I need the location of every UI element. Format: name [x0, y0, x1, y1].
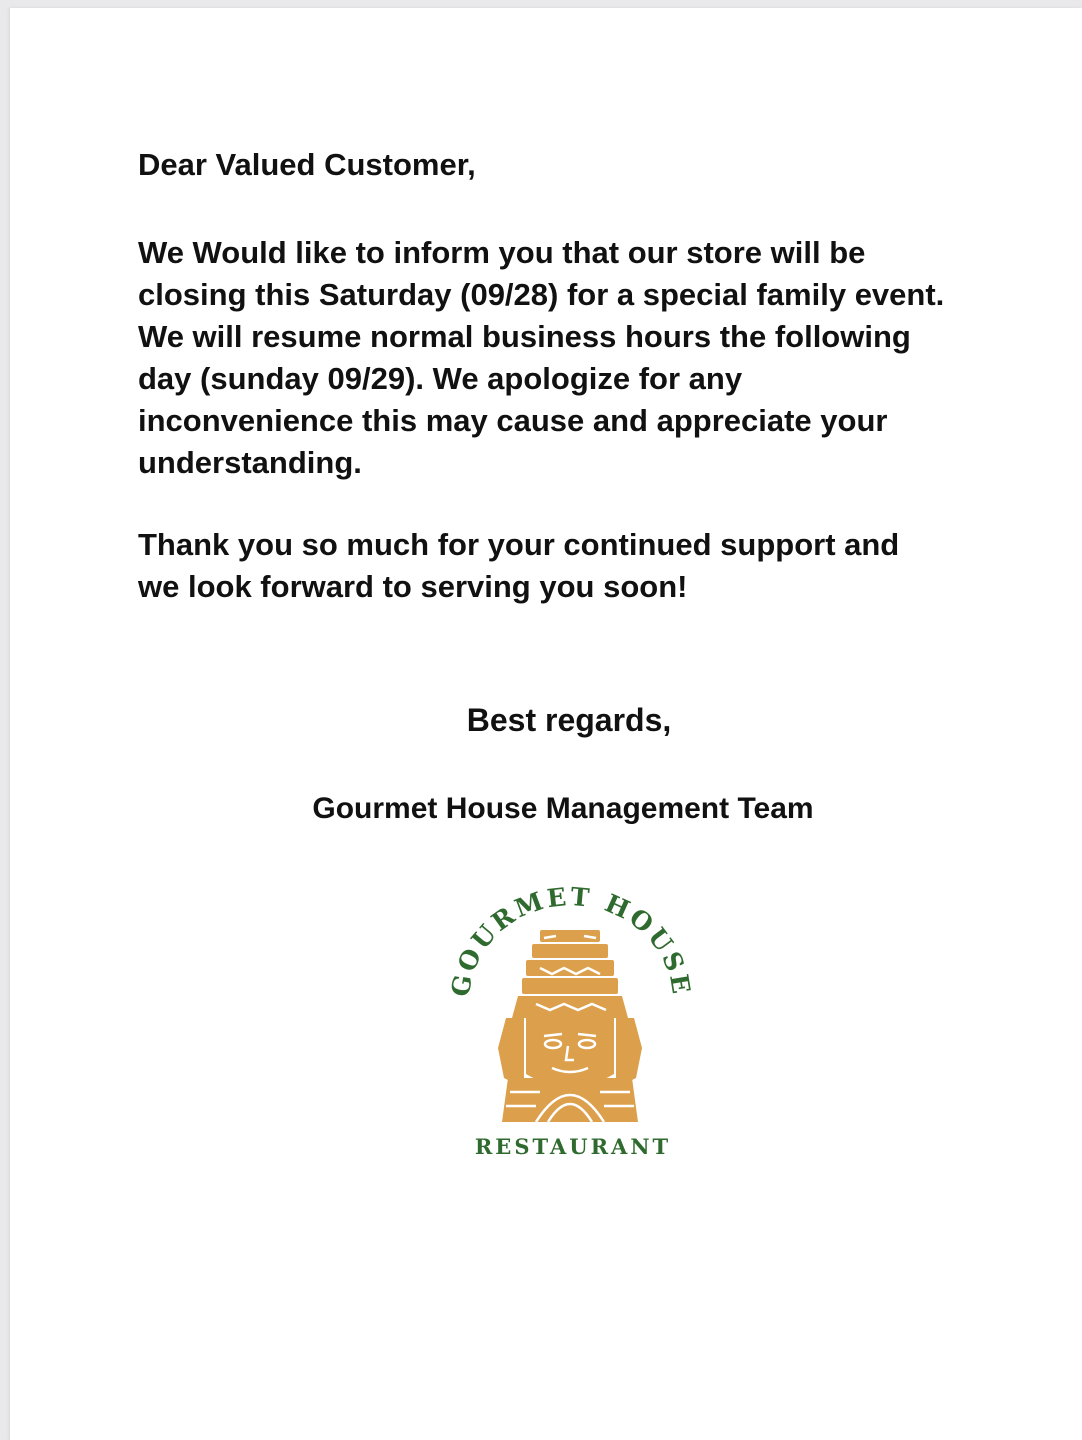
- signature-team: Gourmet House Management Team: [312, 792, 814, 825]
- paragraph-line: day (sunday 09/29). We apologize for any: [138, 361, 743, 396]
- paragraph-line: closing this Saturday (09/28) for a special family event.: [138, 277, 945, 312]
- thanks-paragraph: [138, 524, 1018, 608]
- paragraph-line: Thank you so much for your continued support and: [138, 527, 900, 562]
- logo-arc-text: GOURMET HOUSE: [445, 881, 697, 999]
- closing-regards: Best regards,: [466, 702, 672, 738]
- paragraph-line: We will resume normal business hours the following: [138, 319, 911, 354]
- paragraph-line: We Would like to inform you that our store will be: [138, 235, 866, 270]
- restaurant-logo: [440, 878, 700, 1168]
- announcement-paragraph: [138, 232, 1018, 484]
- letter-body: [138, 144, 1018, 608]
- greeting: Dear Valued Customer,: [138, 147, 476, 182]
- logo-emblem: [440, 878, 700, 1168]
- paragraph-line: inconvenience this may cause and appreciate your: [138, 403, 888, 438]
- paragraph-line: understanding.: [138, 445, 362, 480]
- letter-page: [10, 8, 1082, 1440]
- paragraph-line: we look forward to serving you soon!: [138, 569, 688, 604]
- logo-bottom-text: RESTAURANT: [474, 1134, 672, 1159]
